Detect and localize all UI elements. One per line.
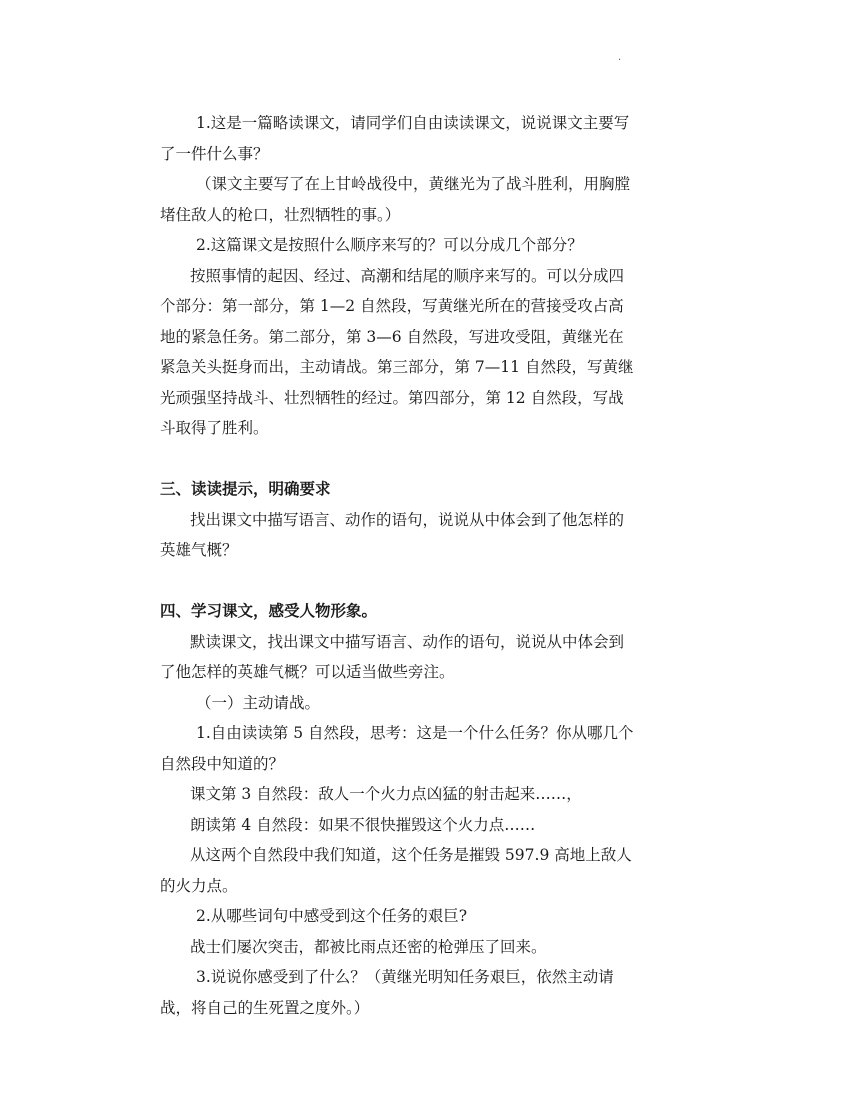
quote-paragraph-4: 朗读第 4 自然段：如果不很快摧毁这个火力点…… (190, 815, 536, 834)
section-3-line-1: 找出课文中描写语言、动作的语句，说说从中体会到了他怎样的 (190, 510, 625, 529)
answer-2-line-6: 斗取得了胜利。 (160, 419, 269, 437)
question-2: 2.这篇课文是按照什么顺序来写的？可以分成几个部分？ (196, 236, 583, 254)
document-body (160, 108, 700, 1023)
quote-paragraph-3: 课文第 3 自然段：敌人一个火力点凶猛的射击起来……， (190, 785, 582, 803)
answer-2-line-3: 地的紧急任务。第二部分，第 3—6 自然段，写进攻受阻，黄继光在 (160, 327, 624, 346)
section-3-line-2: 英雄气概？ (160, 541, 238, 559)
section-4-line-2: 了他怎样的英雄气概？可以适当做些旁注。 (160, 663, 455, 681)
spacer (160, 566, 700, 597)
conclusion-line-2: 的火力点。 (160, 876, 238, 895)
answer-2-line-1: 按照事情的起因、经过、高潮和结尾的顺序来写的。可以分成四 (190, 266, 625, 285)
sub-question-3-line-1: 3.说说你感受到了什么？（黄继光明知任务艰巨，依然主动请 (196, 968, 614, 986)
sub-question-1-line-2: 自然段中知道的？ (160, 754, 285, 773)
sub-question-2: 2.从哪些词句中感受到这个任务的艰巨? (196, 907, 468, 925)
section-heading-3: 三、读读提示，明确要求 (160, 480, 331, 498)
sub-question-3-line-2: 战，将自己的生死置之度外。） (160, 998, 370, 1017)
answer-1-line-2: 堵住敌人的枪口，壮烈牺牲的事。） (160, 205, 401, 224)
question-1-line-1: 1.这是一篇略读课文，请同学们自由读读课文，说说课文主要写 (196, 114, 630, 132)
spacer (160, 444, 700, 475)
answer-2-line-4: 紧急关头挺身而出，主动请战。第三部分，第 7—11 自然段，写黄继 (160, 358, 634, 376)
section-heading-4: 四、学习课文，感受人物形象。 (160, 602, 378, 620)
answer-2-line-2: 个部分：第一部分，第 1—2 自然段，写黄继光所在的营接受攻占高 (160, 297, 624, 315)
subsection-heading-1: （一）主动请战。 (196, 693, 321, 712)
answer-1-line-1: （课文主要写了在上甘岭战役中，黄继光为了战斗胜利，用胸膛 (196, 175, 631, 193)
sub-question-1-line-1: 1.自由读读第 5 自然段，思考：这是一个什么任务？你从哪几个 (196, 724, 634, 742)
sub-answer-2: 战士们屡次突击，都被比雨点还密的枪弹压了回来。 (190, 937, 547, 956)
conclusion-line-1: 从这两个自然段中我们知道，这个任务是摧毁 597.9 高地上敌人 (190, 846, 632, 864)
header-mark: . (618, 52, 622, 63)
question-1-line-2: 了一件什么事？ (160, 144, 269, 163)
answer-2-line-5: 光顽强坚持战斗、壮烈牺牲的经过。第四部分，第 12 自然段，写战 (160, 388, 624, 407)
section-4-line-1: 默读课文，找出课文中描写语言、动作的语句，说说从中体会到 (190, 632, 625, 651)
